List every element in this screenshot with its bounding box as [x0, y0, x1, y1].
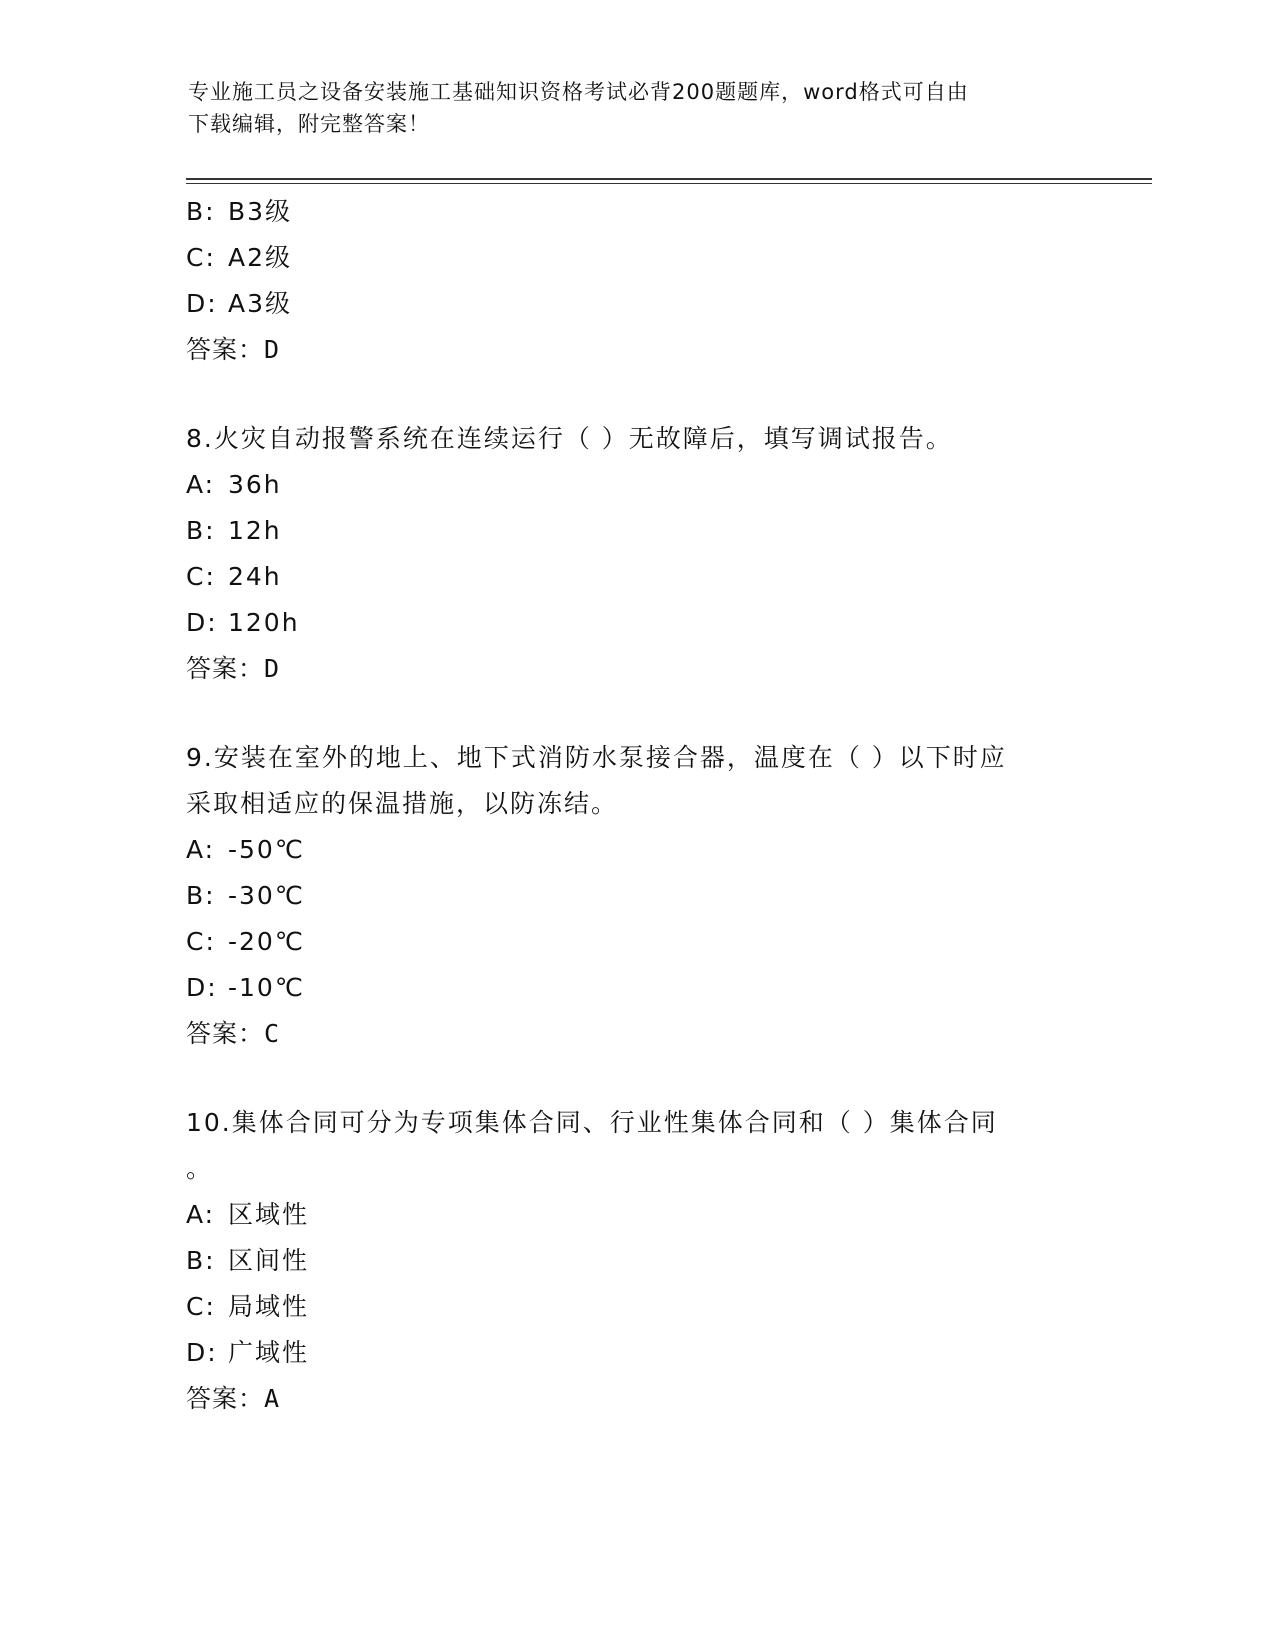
- option-c: C: 局域性: [186, 1292, 310, 1321]
- question-9: [186, 735, 1086, 1057]
- option-b: B: 区间性: [186, 1246, 310, 1275]
- option-b: B: -30℃: [186, 881, 305, 910]
- option-a: A: -50℃: [186, 835, 305, 864]
- question-text-continued: 采取相适应的保温措施，以防冻结。: [186, 789, 619, 818]
- option-d: D: 120h: [186, 608, 300, 637]
- question-7-continued: [186, 189, 1086, 373]
- option-c: C: 24h: [186, 562, 282, 591]
- option-d: D: 广域性: [186, 1338, 310, 1367]
- question-8: [186, 416, 1086, 692]
- header-title-line-1: 专业施工员之设备安装施工基础知识资格考试必背200题题库，word格式可自由: [188, 80, 969, 104]
- header-title-line-2: 下载编辑，附完整答案！: [188, 112, 430, 136]
- answer-line: 答案：D: [186, 335, 281, 364]
- answer-line: 答案：C: [186, 1019, 281, 1048]
- option-d: D: -10℃: [186, 973, 305, 1002]
- header-rule-top: [186, 178, 1152, 180]
- document-header: [188, 76, 1068, 140]
- option-d: D: A3级: [186, 289, 293, 318]
- answer-line: 答案：A: [186, 1384, 281, 1413]
- answer-line: 答案：D: [186, 654, 281, 683]
- question-text: 8.火灾自动报警系统在连续运行（ ）无故障后，填写调试报告。: [186, 424, 953, 453]
- option-a: A: 36h: [186, 470, 282, 499]
- question-10: [186, 1100, 1086, 1422]
- question-text: 9.安装在室外的地上、地下式消防水泵接合器，温度在（ ）以下时应: [186, 743, 1007, 772]
- option-b: B: 12h: [186, 516, 282, 545]
- question-text-continued: 。: [186, 1154, 214, 1183]
- option-c: C: A2级: [186, 243, 293, 272]
- option-a: A: 区域性: [186, 1200, 310, 1229]
- question-text: 10.集体合同可分为专项集体合同、行业性集体合同和（ ）集体合同: [186, 1108, 998, 1137]
- option-c: C: -20℃: [186, 927, 305, 956]
- header-rule-bottom: [186, 183, 1152, 184]
- option-b: B: B3级: [186, 197, 293, 226]
- document-body: [186, 189, 1086, 1422]
